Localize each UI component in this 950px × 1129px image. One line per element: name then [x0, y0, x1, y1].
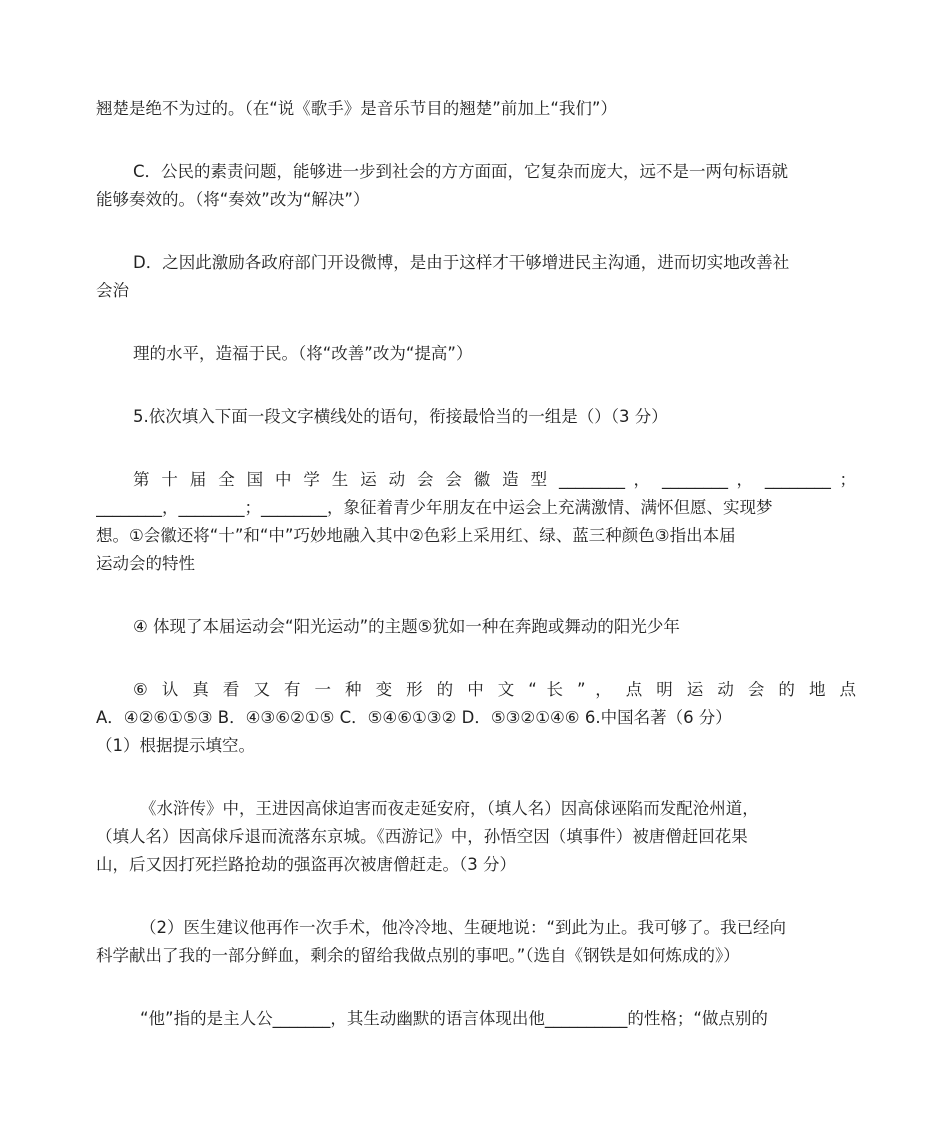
question-6-part-1: （1）根据提示填空。	[96, 736, 255, 755]
text-line: 科学献出了我的一部分鲜血，剩余的留给我做点别的事吧。”（选自《钢铁是如何炼成的》）	[96, 946, 740, 965]
question-6-part-2: （2）医生建议他再作一次手术，他冷冷地、生硬地说：“到此为止。我可够了。我已经向	[140, 918, 787, 937]
text-line: D．之因此激励各政府部门开设微博，是由于这样才干够增进民主沟通，进而切实地改善社	[133, 253, 790, 272]
text-line: 翘楚是绝不为过的。（在“说《歌手》是音乐节目的翘楚”前加上“我们”）	[96, 99, 617, 118]
text-line: 运动会的特性	[96, 554, 195, 573]
text-line: 理的水平，造福于民。（将“改善”改为“提高”）	[133, 344, 473, 363]
text-line: ⑥ 认 真 看 又 有 一 种 变 形 的 中 文 “ 长 ” ， 点 明 运 动 会 的 地 点	[133, 680, 856, 699]
text-line: 能够奏效的。（将“奏效”改为“解决”）	[96, 190, 370, 209]
answer-options: A．④②⑥①⑤③ B．④③⑥②①⑤ C．⑤④⑥①③② D．⑤③②①④⑥ 6.中国名著（6 分）	[96, 708, 732, 727]
text-line: 山，后又因打死拦路抢劫的强盗再次被唐僧赶走。（3 分）	[96, 855, 516, 874]
text-line: ________，________；________，象征着青少年朋友在中运会上充满激情、满怀但愿、实现梦	[96, 498, 773, 517]
text-line: 会治	[96, 281, 129, 300]
text-line: （填人名）因高俅斥退而流落东京城。《西游记》中，孙悟空因（填事件）被唐僧赶回花果	[96, 827, 748, 846]
text-line: “他”指的是主人公_______，其生动幽默的语言体现出他__________的性格；“做点别的	[140, 1009, 768, 1028]
text-line: C．公民的素责问题，能够进一步到社会的方方面面，它复杂而庞大，远不是一两句标语就	[133, 162, 789, 181]
text-line: ④ 体现了本届运动会“阳光运动”的主题⑤犹如一种在奔跑或舞动的阳光少年	[133, 617, 680, 636]
question-5-title: 5.依次填入下面一段文字横线处的语句，衔接最恰当的一组是（）（3 分）	[133, 407, 668, 426]
text-line: 想。①会徽还将“十”和“中”巧妙地融入其中②色彩上采用红、绿、蓝三种颜色③指出本届	[96, 526, 736, 545]
text-line: 第 十 届 全 国 中 学 生 运 动 会 会 徽 造 型 ________ ， ________ ， ________ ；	[133, 470, 856, 489]
text-line: 《水浒传》中，王进因高俅迫害而夜走延安府，（填人名）因高俅诬陷而发配沧州道，	[140, 799, 759, 818]
